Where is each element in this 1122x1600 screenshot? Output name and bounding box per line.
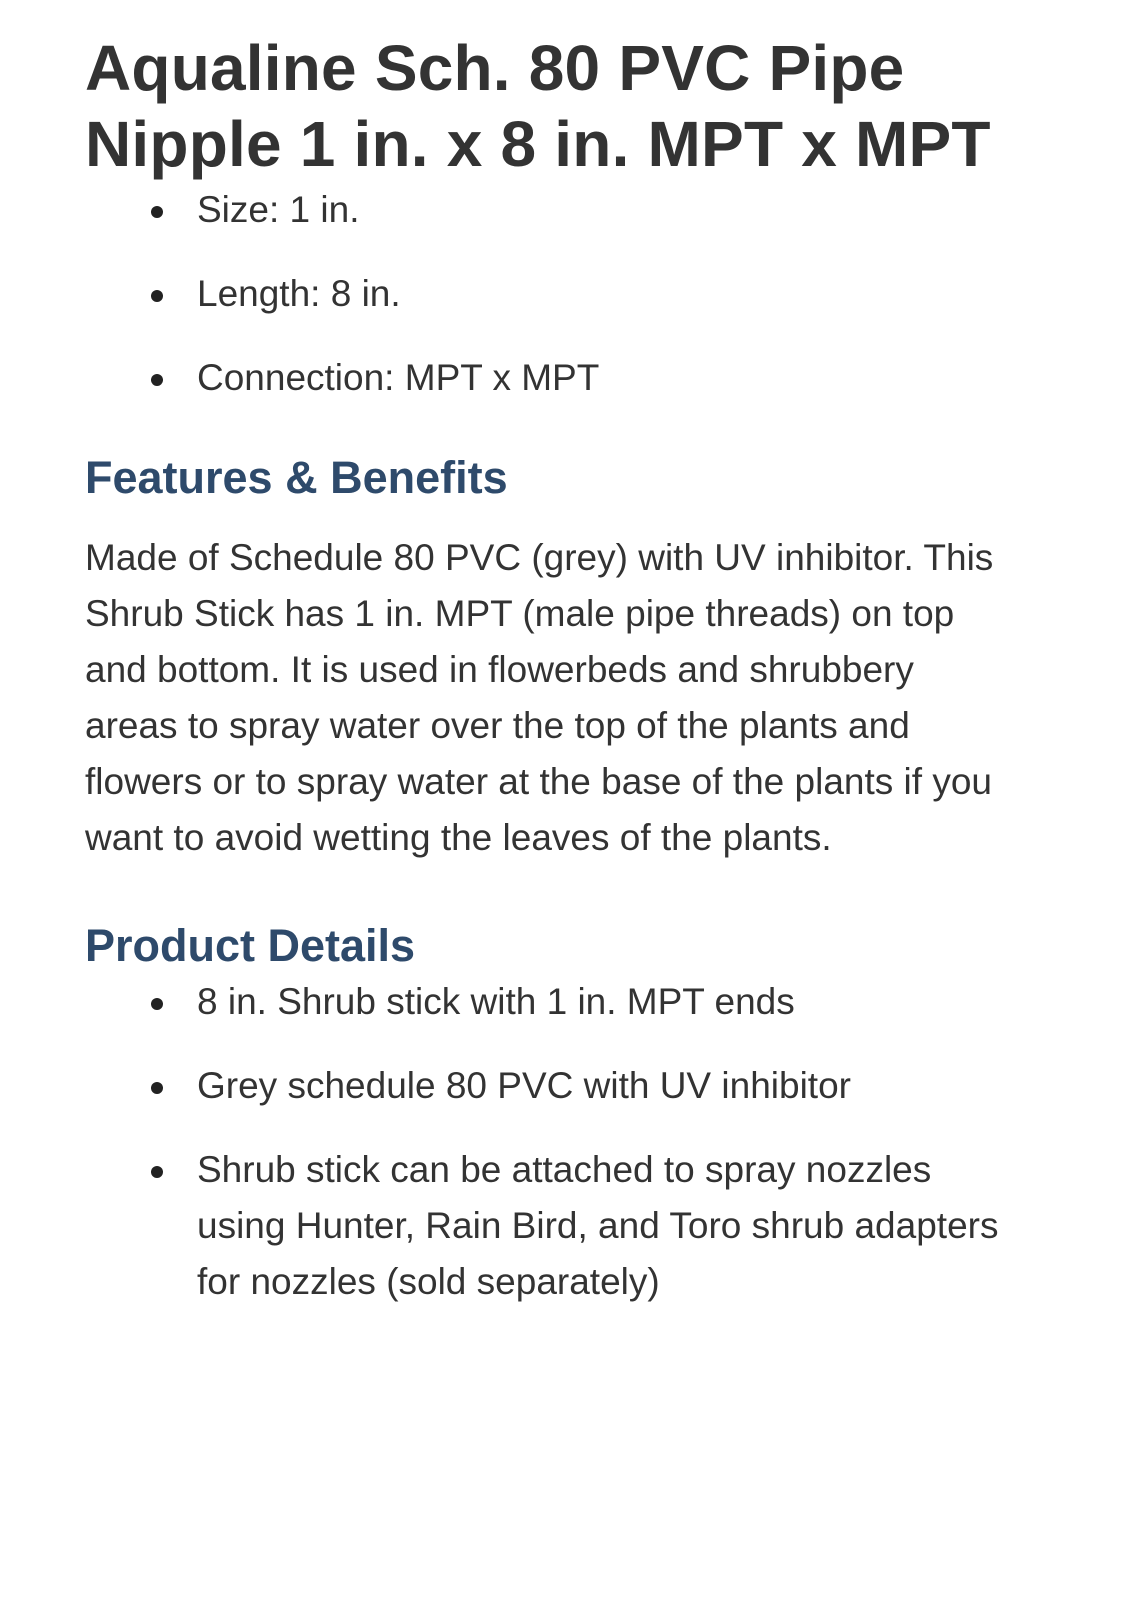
details-item <box>85 1058 1012 1114</box>
details-list <box>85 974 1012 1310</box>
bullet-icon <box>151 1082 163 1094</box>
spec-item-length <box>85 266 1012 322</box>
bullet-icon <box>151 1166 163 1178</box>
spec-text: Connection: MPT x MPT <box>197 357 600 398</box>
details-item <box>85 1142 1012 1310</box>
features-heading: Features & Benefits <box>85 452 508 503</box>
spec-item-connection <box>85 350 1012 406</box>
spec-list <box>85 182 1012 406</box>
bullet-icon <box>151 206 163 218</box>
spec-item-size <box>85 182 1012 238</box>
features-description: Made of Schedule 80 PVC (grey) with UV inhibitor. This Shrub Stick has 1 in. MPT (male pipe threads) on top and bottom. It is used in flowerbeds and shrubbery areas to spray water over the top of the plants and flowers or to spray water at the base of the plants if you want to avoid wetting the leaves of the plants. <box>85 537 994 858</box>
bullet-icon <box>151 290 163 302</box>
details-item <box>85 974 1012 1030</box>
details-text: Shrub stick can be attached to spray nozzles using Hunter, Rain Bird, and Toro shrub adapters for nozzles (sold separately) <box>197 1149 999 1302</box>
bullet-icon <box>151 998 163 1010</box>
bullet-icon <box>151 374 163 386</box>
spec-text: Size: 1 in. <box>197 189 360 230</box>
details-text: 8 in. Shrub stick with 1 in. MPT ends <box>197 981 795 1022</box>
details-heading: Product Details <box>85 920 416 971</box>
product-title: Aqualine Sch. 80 PVC Pipe Nipple 1 in. x 8 in. MPT x MPT <box>85 32 991 180</box>
details-text: Grey schedule 80 PVC with UV inhibitor <box>197 1065 851 1106</box>
spec-text: Length: 8 in. <box>197 273 401 314</box>
